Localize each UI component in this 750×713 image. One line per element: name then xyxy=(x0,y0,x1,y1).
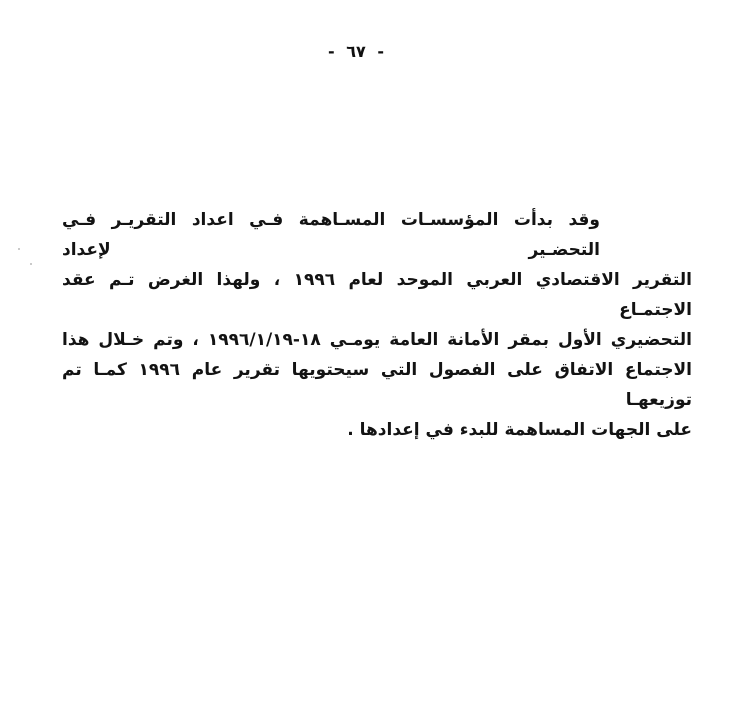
paragraph-line-4: الاجتماع الاتفاق على الفصول التي سيحتويها تقرير عام ١٩٩٦ كمـا تم توزيعهـا xyxy=(62,360,693,410)
paragraph-line-5: على الجهات المساهمة للبدء في إعدادها . xyxy=(347,420,692,440)
paragraph-line-3: التحضيري الأول بمقر الأمانة العامة يومـي ‭١٩٩٦/١/١٩-١٨‬ ، وتم خـلال هذا xyxy=(62,330,692,350)
page-number: - ٦٧ - xyxy=(328,42,384,61)
paragraph-line-2: التقرير الاقتصادي العربي الموحد لعام ١٩٩٦ ، ولهذا الغرض تـم عقد الاجتمـاع xyxy=(62,270,692,320)
scan-speck xyxy=(18,248,20,250)
scan-speck xyxy=(30,263,32,265)
body-paragraph xyxy=(62,205,692,445)
paragraph-line-1: وقد بدأت المؤسسـات المسـاهمة فـي اعداد التقريـر فـي التحضـير لإعداد xyxy=(62,210,600,260)
